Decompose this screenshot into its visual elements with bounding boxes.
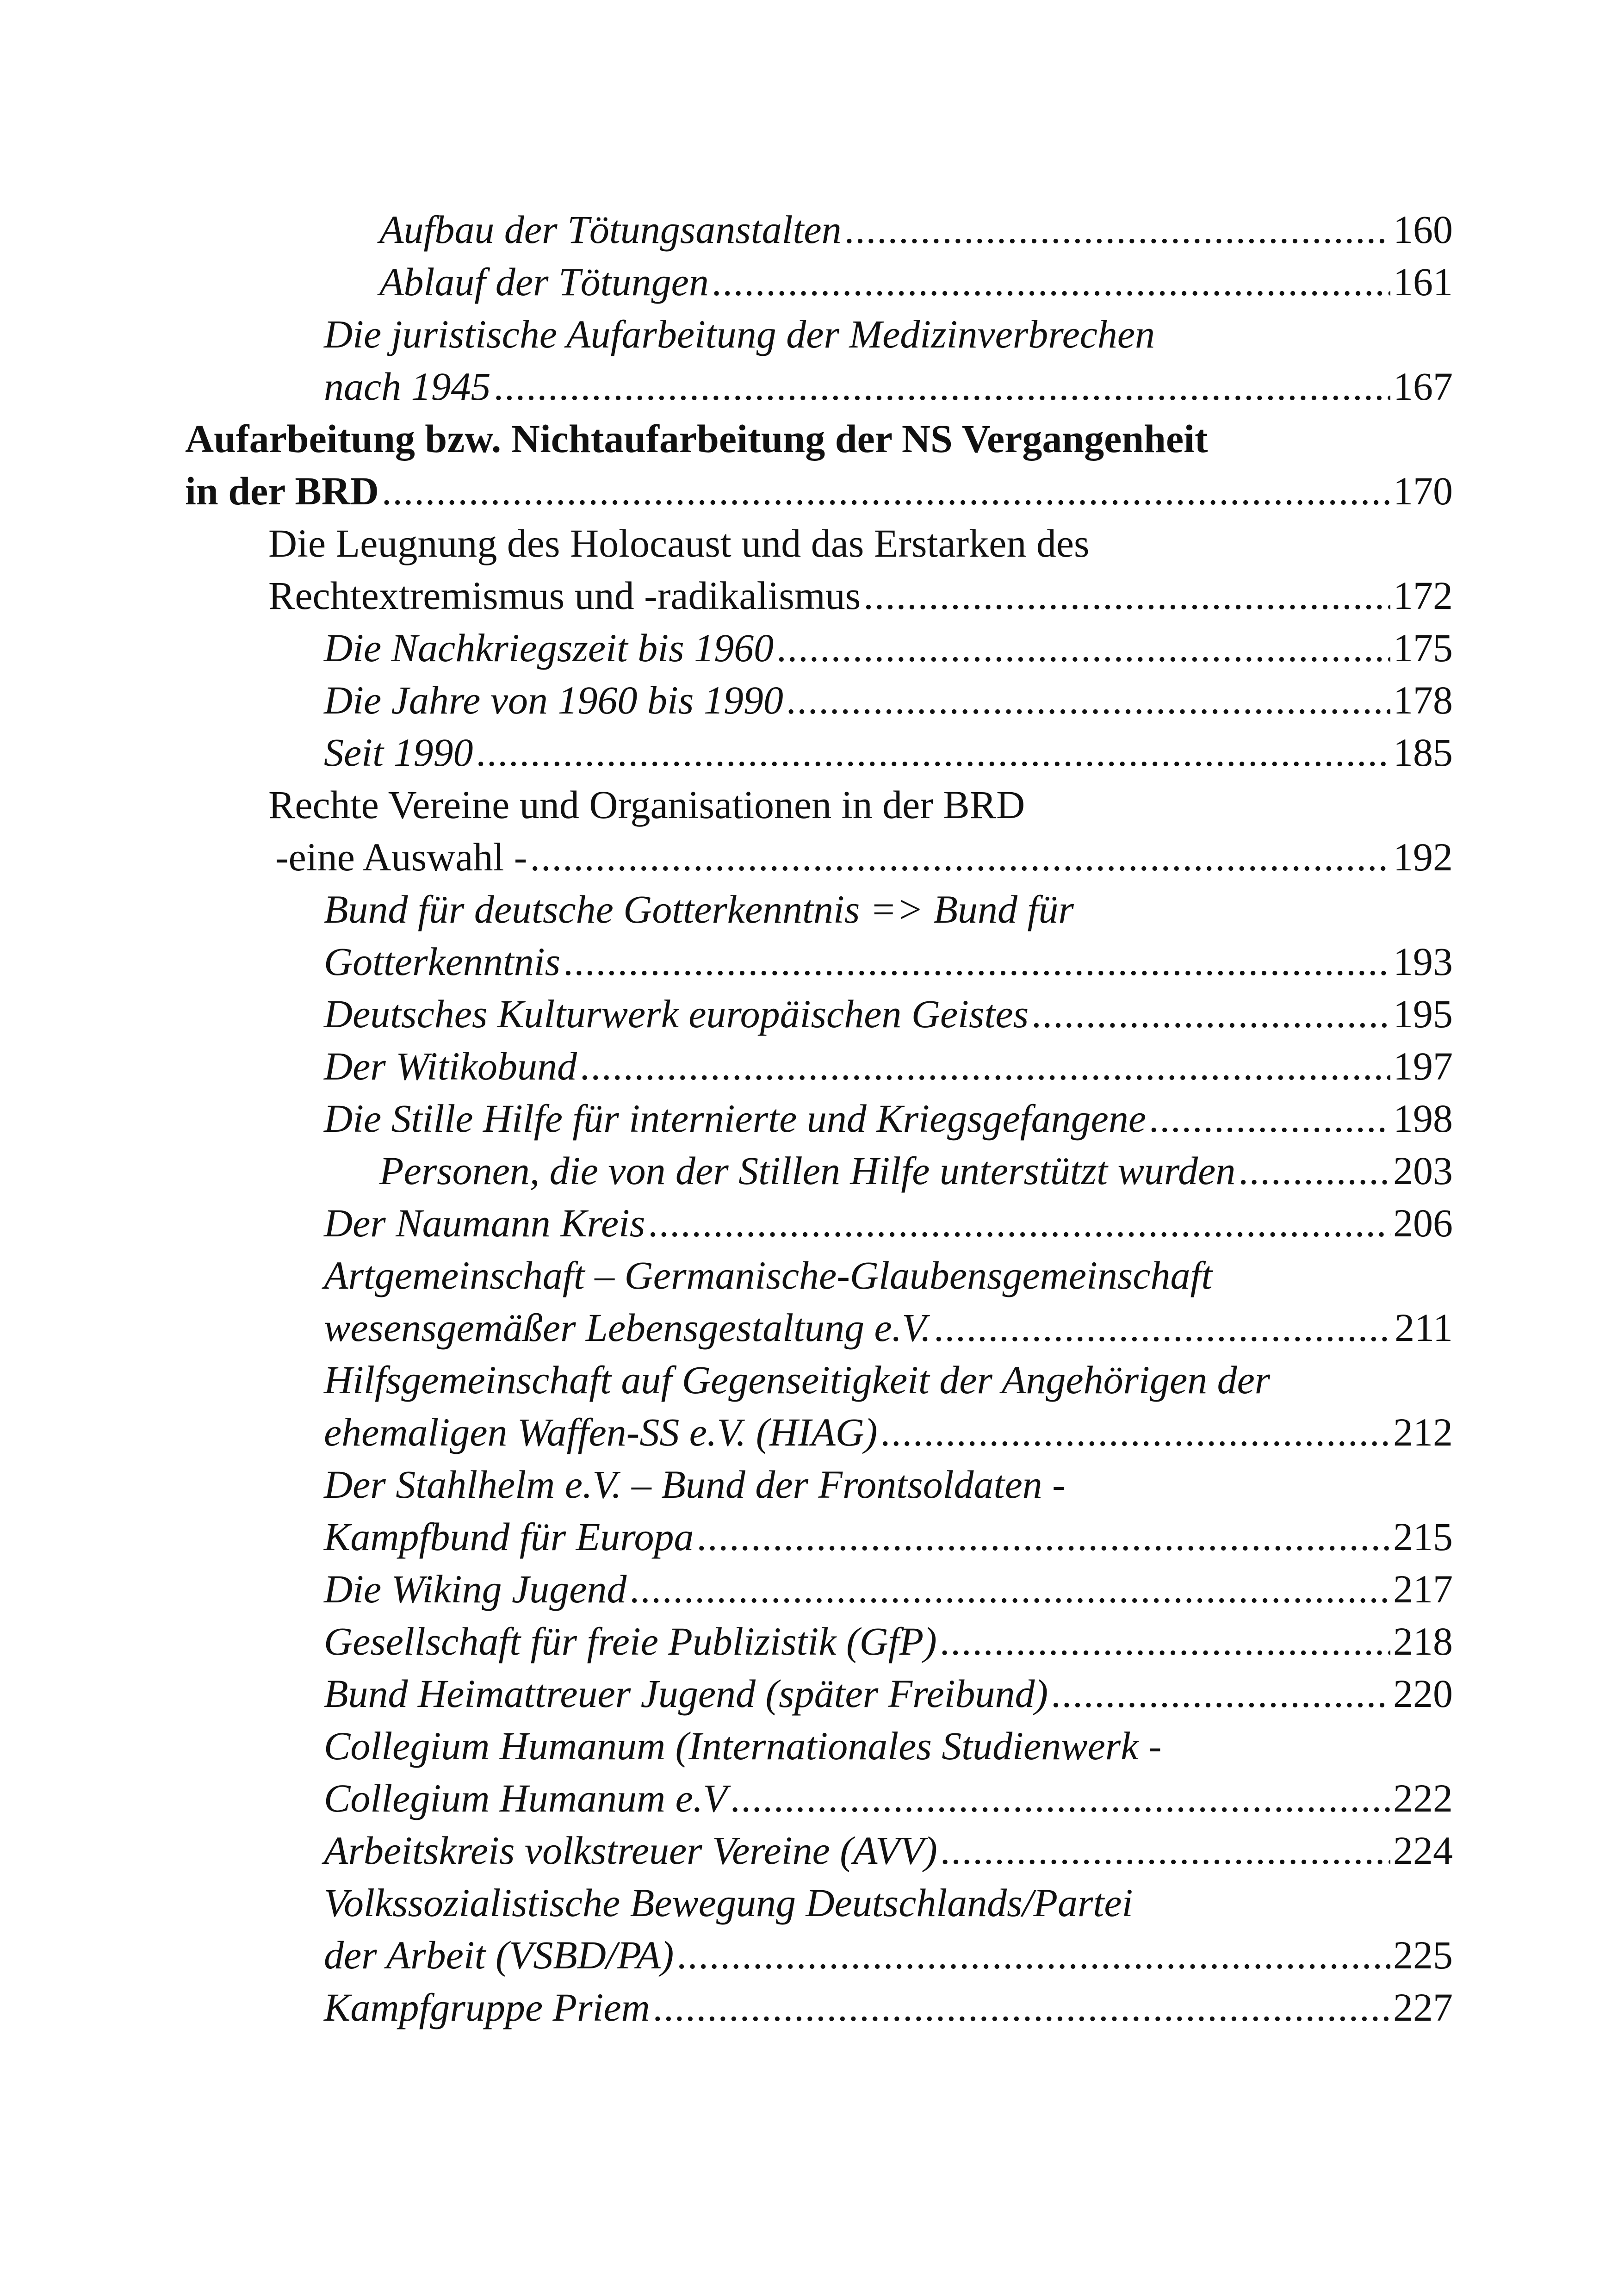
toc-entry[interactable] xyxy=(185,256,1453,308)
toc-entry-title: Ablauf der Tötungen xyxy=(379,260,709,304)
toc-entry[interactable] xyxy=(185,1563,1453,1615)
toc-entry-title: Rechte Vereine und Organisationen in der BRD xyxy=(268,782,1025,827)
toc-page-number: 160 xyxy=(1393,207,1453,252)
toc-entry-title: Die Leugnung des Holocaust und das Erstarken des xyxy=(268,521,1090,565)
toc-entry-title: Seit 1990 xyxy=(324,730,473,775)
toc-entry-continuation[interactable] xyxy=(185,1511,1453,1563)
dot-leader xyxy=(629,1563,1390,1615)
toc-entry[interactable] xyxy=(185,308,1453,360)
toc-entry[interactable] xyxy=(185,1145,1453,1197)
toc-entry-continuation[interactable] xyxy=(185,360,1453,413)
toc-entry-title: Deutsches Kulturwerk europäischen Geistes xyxy=(324,992,1029,1036)
toc-entry-title: wesensgemäßer Lebensgestaltung e.V. xyxy=(324,1305,931,1350)
dot-leader xyxy=(382,465,1390,517)
toc-entry-title: Collegium Humanum e.V xyxy=(324,1776,727,1820)
toc-entry[interactable] xyxy=(185,1197,1453,1249)
toc-page-number: 167 xyxy=(1393,364,1453,409)
toc-entry-title: Bund für deutsche Gotterkenntnis => Bund für xyxy=(324,887,1074,931)
toc-page-number: 215 xyxy=(1393,1514,1453,1559)
toc-entry-title: Arbeitskreis volkstreuer Vereine (AVV) xyxy=(324,1828,937,1873)
toc-section-heading[interactable] xyxy=(185,413,1453,465)
toc-entry-title: Artgemeinschaft – Germanische-Glaubensgemeinschaft xyxy=(324,1253,1213,1297)
dot-leader xyxy=(712,256,1390,308)
dot-leader xyxy=(776,622,1390,674)
toc-entry-title: ehemaligen Waffen-SS e.V. (HIAG) xyxy=(324,1410,878,1454)
toc-page-number: 193 xyxy=(1393,939,1453,984)
toc-entry-title: der Arbeit (VSBD/PA) xyxy=(324,1933,674,1977)
toc-entry[interactable] xyxy=(185,988,1453,1040)
toc-page-number: 220 xyxy=(1393,1671,1453,1716)
toc-entry-continuation[interactable] xyxy=(185,1929,1453,1981)
toc-entry[interactable] xyxy=(185,1615,1453,1668)
toc-entry[interactable] xyxy=(185,1981,1453,2034)
toc-entry-title: Aufarbeitung bzw. Nichtaufarbeitung der NS Vergangenheit xyxy=(185,416,1208,461)
toc-entry-title: Gesellschaft für freie Publizistik (GfP) xyxy=(324,1619,937,1663)
toc-entry-continuation[interactable] xyxy=(185,1302,1453,1354)
toc-page-number: 203 xyxy=(1393,1148,1453,1193)
toc-entry-continuation[interactable] xyxy=(185,1772,1453,1824)
toc-entry[interactable] xyxy=(185,622,1453,674)
dot-leader xyxy=(653,1981,1390,2034)
toc-page-number: 227 xyxy=(1393,1985,1453,2029)
toc-entry-title: Die Stille Hilfe für internierte und Kriegsgefangene xyxy=(324,1096,1147,1141)
toc-page-number: 225 xyxy=(1393,1933,1453,1977)
dot-leader xyxy=(940,1824,1390,1877)
toc-entry-title: Gotterkenntnis xyxy=(324,939,561,984)
dot-leader xyxy=(844,204,1390,256)
dot-leader xyxy=(880,1406,1390,1458)
table-of-contents xyxy=(185,204,1453,2034)
toc-entry-title: Der Stahlhelm e.V. – Bund der Frontsoldaten - xyxy=(324,1462,1066,1507)
toc-page-number: 195 xyxy=(1393,992,1453,1036)
toc-entry-continuation[interactable] xyxy=(185,1406,1453,1458)
dot-leader xyxy=(580,1040,1390,1092)
toc-entry[interactable] xyxy=(185,1040,1453,1092)
toc-entry[interactable] xyxy=(185,517,1453,570)
toc-entry[interactable] xyxy=(185,1668,1453,1720)
toc-page-number: 212 xyxy=(1393,1410,1453,1454)
toc-page-number: 197 xyxy=(1393,1044,1453,1088)
toc-entry[interactable] xyxy=(185,1354,1453,1406)
dot-leader xyxy=(1051,1668,1390,1720)
toc-entry-title: Hilfsgemeinschaft auf Gegenseitigkeit der Angehörigen der xyxy=(324,1358,1271,1402)
toc-entry[interactable] xyxy=(185,204,1453,256)
toc-page-number: 224 xyxy=(1393,1828,1453,1873)
toc-entry-title: -eine Auswahl - xyxy=(275,835,527,879)
toc-entry-title: Die Nachkriegszeit bis 1960 xyxy=(324,626,774,670)
dot-leader xyxy=(697,1511,1390,1563)
toc-entry-title: Personen, die von der Stillen Hilfe unterstützt wurden xyxy=(379,1148,1236,1193)
toc-entry-title: Der Witikobund xyxy=(324,1044,577,1088)
dot-leader xyxy=(1149,1092,1390,1145)
dot-leader xyxy=(476,726,1390,779)
dot-leader xyxy=(786,674,1390,726)
toc-entry-title: Volkssozialistische Bewegung Deutschlands/Partei xyxy=(324,1880,1133,1925)
toc-page-number: 172 xyxy=(1393,573,1453,618)
toc-page-number: 218 xyxy=(1393,1619,1453,1663)
toc-page-number: 211 xyxy=(1395,1305,1453,1350)
dot-leader xyxy=(863,570,1390,622)
dot-leader xyxy=(1238,1145,1390,1197)
dot-leader xyxy=(730,1772,1390,1824)
toc-page-number: 222 xyxy=(1393,1776,1453,1820)
toc-entry[interactable] xyxy=(185,1877,1453,1929)
toc-entry[interactable] xyxy=(185,674,1453,726)
toc-entry[interactable] xyxy=(185,1720,1453,1772)
dot-leader xyxy=(934,1302,1392,1354)
dot-leader xyxy=(648,1197,1390,1249)
toc-entry[interactable] xyxy=(185,726,1453,779)
dot-leader xyxy=(676,1929,1390,1981)
toc-entry-title: Aufbau der Tötungsanstalten xyxy=(379,207,842,252)
toc-page-number: 185 xyxy=(1393,730,1453,775)
toc-entry-title: Collegium Humanum (Internationales Studienwerk - xyxy=(324,1724,1162,1768)
toc-entry-title: Bund Heimattreuer Jugend (später Freibund) xyxy=(324,1671,1048,1716)
toc-entry-continuation[interactable] xyxy=(185,936,1453,988)
toc-page-number: 178 xyxy=(1393,678,1453,722)
toc-entry[interactable] xyxy=(185,1824,1453,1877)
toc-entry-title: Der Naumann Kreis xyxy=(324,1201,645,1245)
dot-leader xyxy=(940,1615,1390,1668)
dot-leader xyxy=(563,936,1390,988)
dot-leader xyxy=(1031,988,1390,1040)
toc-page-number: 192 xyxy=(1393,835,1453,879)
toc-entry-title: Kampfbund für Europa xyxy=(324,1514,694,1559)
toc-entry[interactable] xyxy=(185,779,1453,831)
toc-entry-title: Die Jahre von 1960 bis 1990 xyxy=(324,678,783,722)
toc-page-number: 161 xyxy=(1393,260,1453,304)
toc-entry-title: Die juristische Aufarbeitung der Medizinverbrechen xyxy=(324,312,1155,356)
toc-page-number: 217 xyxy=(1393,1567,1453,1611)
toc-page-number: 170 xyxy=(1393,469,1453,513)
toc-entry-title: nach 1945 xyxy=(324,364,491,409)
toc-entry-continuation[interactable] xyxy=(185,831,1453,883)
toc-entry-title: Die Wiking Jugend xyxy=(324,1567,627,1611)
toc-entry-title: Kampfgruppe Priem xyxy=(324,1985,650,2029)
toc-entry-title: Rechtextremismus und -radikalismus xyxy=(268,573,861,618)
toc-entry-continuation[interactable] xyxy=(185,570,1453,622)
toc-section-heading-continuation[interactable] xyxy=(185,465,1453,517)
toc-entry[interactable] xyxy=(185,1458,1453,1511)
toc-entry[interactable] xyxy=(185,1249,1453,1302)
dot-leader xyxy=(494,360,1390,413)
toc-page-number: 198 xyxy=(1393,1096,1453,1141)
toc-page-number: 175 xyxy=(1393,626,1453,670)
toc-entry-title: in der BRD xyxy=(185,469,379,513)
dot-leader xyxy=(530,831,1390,883)
toc-entry[interactable] xyxy=(185,1092,1453,1145)
toc-page-number: 206 xyxy=(1393,1201,1453,1245)
toc-entry[interactable] xyxy=(185,883,1453,936)
